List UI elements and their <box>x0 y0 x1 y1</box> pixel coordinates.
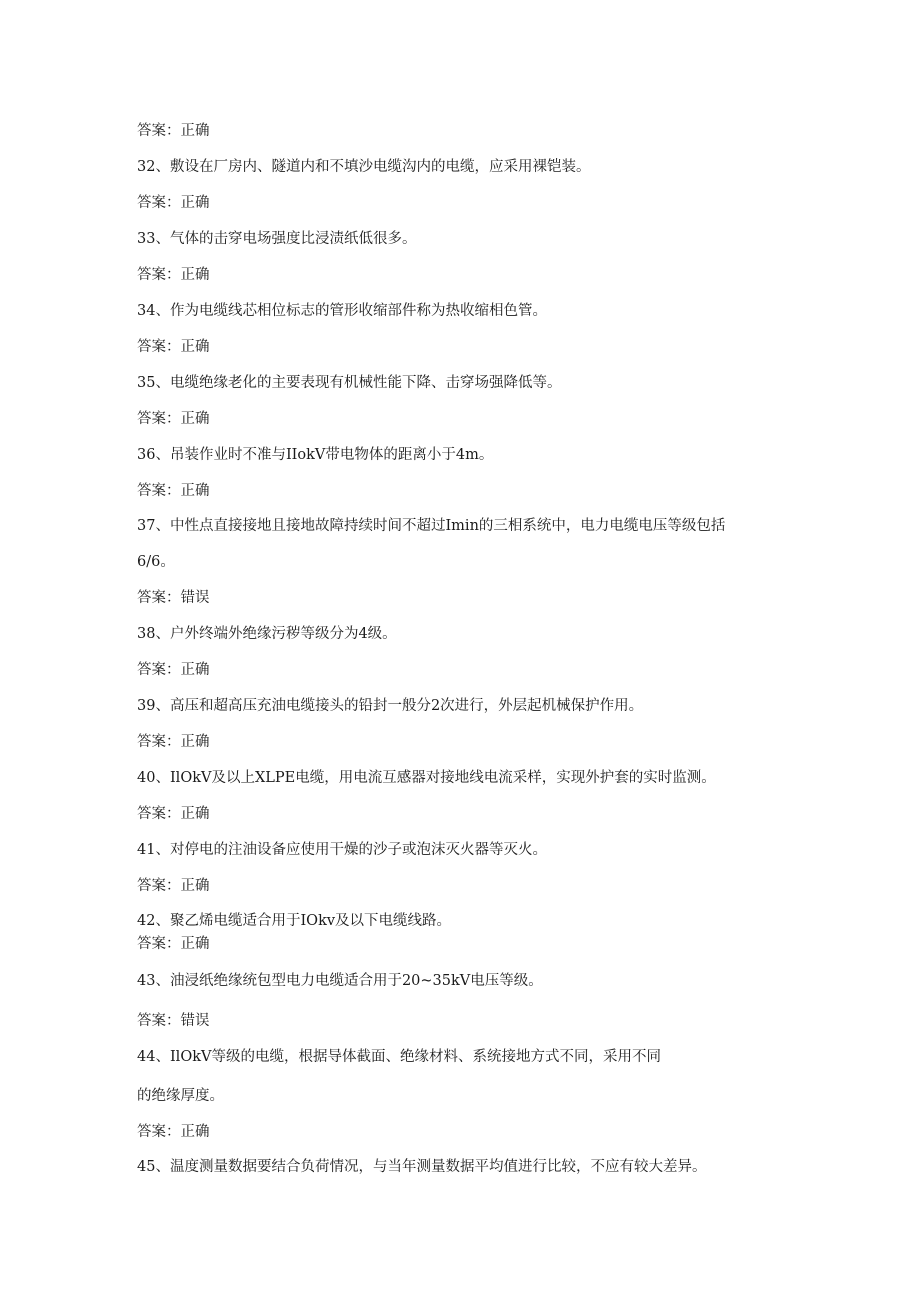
question-44: 44、IlOkV等级的电缆，根据导体截面、绝缘材料、系统接地方式不同，采用不同 <box>137 1049 661 1065</box>
question-41: 41、对停电的注油设备应使用干燥的沙子或泡沫灭火器等灭火。 <box>137 842 547 858</box>
answer-line: 答案：正确 <box>137 936 210 952</box>
answer-line: 答案：正确 <box>137 123 210 139</box>
answer-line: 答案：正确 <box>137 734 210 750</box>
answer-line: 答案：正确 <box>137 662 210 678</box>
question-37: 37、中性点直接接地且接地故障持续时间不超过Imin的三相系统中，电力电缆电压等级包括 <box>137 518 726 534</box>
question-35: 35、电缆绝缘老化的主要表现有机械性能下降、击穿场强降低等。 <box>137 375 562 391</box>
answer-line: 答案：正确 <box>137 411 210 427</box>
answer-line: 答案：错误 <box>137 590 210 606</box>
question-43: 43、油浸纸绝缘统包型电力电缆适合用于20~35kV电压等级。 <box>137 973 543 989</box>
answer-line: 答案：正确 <box>137 483 210 499</box>
question-40: 40、IlOkV及以上XLPE电缆，用电流互感器对接地线电流采样，实现外护套的实时监测。 <box>137 770 716 786</box>
question-38: 38、户外终端外绝缘污秽等级分为4级。 <box>137 626 397 642</box>
question-32: 32、敷设在厂房内、隧道内和不填沙电缆沟内的电缆，应采用裸铠装。 <box>137 159 591 175</box>
question-45: 45、温度测量数据要结合负荷情况，与当年测量数据平均值进行比较，不应有较大差异。 <box>137 1159 707 1175</box>
question-44-continued: 的绝缘厚度。 <box>137 1088 224 1104</box>
question-33: 33、气体的击穿电场强度比浸渍纸低很多。 <box>137 231 417 247</box>
answer-line: 答案：正确 <box>137 195 210 211</box>
question-37-continued: 6/6。 <box>137 554 175 570</box>
answer-line: 答案：正确 <box>137 1124 210 1140</box>
question-34: 34、作为电缆线芯相位标志的管形收缩部件称为热收缩相色管。 <box>137 303 547 319</box>
question-36: 36、吊装作业时不准与IIokV带电物体的距离小于4m。 <box>137 447 494 463</box>
answer-line: 答案：正确 <box>137 339 210 355</box>
answer-line: 答案：错误 <box>137 1013 210 1029</box>
question-39: 39、高压和超高压充油电缆接头的铅封一般分2次进行，外层起机械保护作用。 <box>137 698 644 714</box>
answer-line: 答案：正确 <box>137 267 210 283</box>
answer-line: 答案：正确 <box>137 878 210 894</box>
answer-line: 答案：正确 <box>137 806 210 822</box>
question-42: 42、聚乙烯电缆适合用于IOkv及以下电缆线路。 <box>137 913 452 929</box>
